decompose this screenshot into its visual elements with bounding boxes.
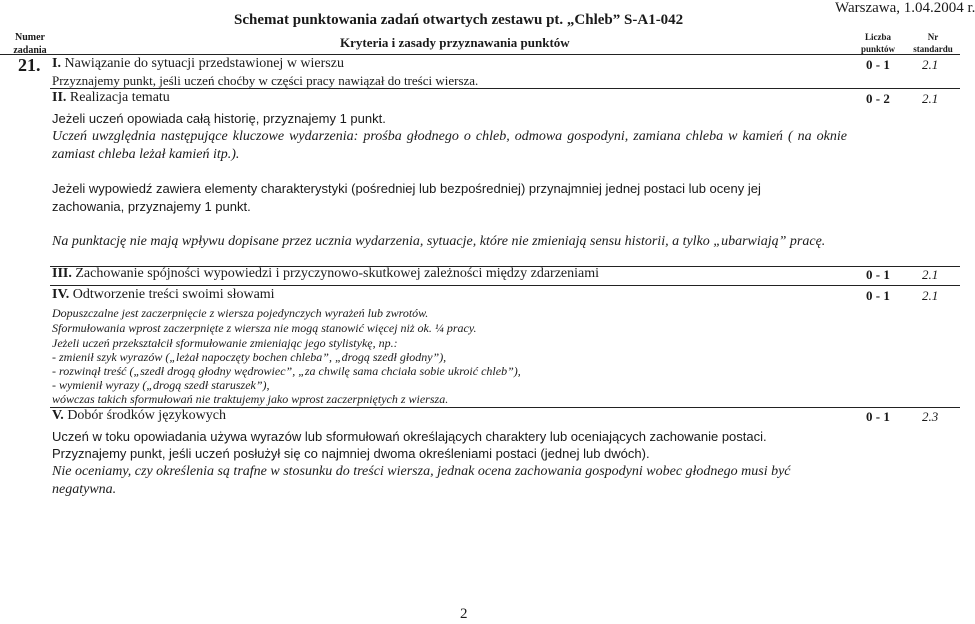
criterion-ii-note-1: Jeżeli uczeń opowiada całą historię, przyznajemy 1 punkt. xyxy=(52,111,386,126)
criterion-ii-points: 0 - 2 xyxy=(866,91,890,106)
criterion-v-note-2: Przyznajemy punkt, jeśli uczeń posłużył się co najmniej dwoma określeniami postaci (jednej lub dwóch). xyxy=(52,446,650,461)
criterion-iv-example: - wymienił wyrazy („drogą szedł staruszek”), xyxy=(52,378,270,392)
criterion-iv-example: - rozwinął treść („szedł drogą głodny wędrowiec”, „za chwilę sama chciała sobie ukroić chleb”), xyxy=(52,364,521,378)
column-header-numer: Numer zadania xyxy=(13,32,47,56)
criterion-iv-standard: 2.1 xyxy=(922,288,939,303)
criterion-iii-standard: 2.1 xyxy=(922,267,939,282)
criterion-i-points: 0 - 1 xyxy=(866,57,890,72)
criterion-iv-heading: IV. Odtworzenie treści swoimi słowami xyxy=(52,287,275,302)
criterion-v-points: 0 - 1 xyxy=(866,409,890,424)
criterion-v-standard: 2.3 xyxy=(922,409,939,424)
criterion-iv-note: Dopuszczalne jest zaczerpnięcie z wiersza pojedynczych wyrażeń lub zwrotów. xyxy=(52,306,429,320)
column-header-nr-standardu: Nr standardu xyxy=(913,32,953,54)
criterion-ii-standard: 2.1 xyxy=(922,91,939,106)
criterion-iv-example: - zmienił szyk wyrazów („leżał napoczęty bochen chleba”, „drogą szedł głodny”), xyxy=(52,350,447,364)
criterion-i-note: Przyznajemy punkt, jeśli uczeń choćby w części pracy nawiązał do treści wiersza. xyxy=(52,73,479,88)
criterion-ii-note-3: Jeżeli wypowiedź zawiera elementy charakterystyki (pośredniej lub bezpośredniej) przynajmniej jednej postaci lub oceny jej zachowania, przyznajemy 1 punkt. xyxy=(52,181,761,214)
criterion-iv-note: wówczas takich sformułowań nie traktujemy jako wprost zaczerpniętych z wiersza. xyxy=(52,392,449,406)
criterion-i-standard: 2.1 xyxy=(922,57,939,72)
criterion-iii-points: 0 - 1 xyxy=(866,267,890,282)
header-divider xyxy=(0,54,960,55)
document-date: Warszawa, 1.04.2004 r. xyxy=(835,0,975,16)
column-header-liczba-punktow: Liczba punktów xyxy=(860,32,896,54)
table-subtitle: Kryteria i zasady przyznawania punktów xyxy=(340,35,570,50)
row-divider xyxy=(50,88,960,89)
page-title: Schemat punktowania zadań otwartych zestawu pt. „Chleb” S-A1-042 xyxy=(234,12,684,28)
criterion-iii-heading: III. Zachowanie spójności wypowiedzi i przyczynowo-skutkowej zależności między zdarzeniami xyxy=(52,266,600,281)
criterion-iv-points: 0 - 1 xyxy=(866,288,890,303)
criterion-iv-note: Sformułowania wprost zaczerpnięte z wiersza nie mogą stanowić więcej niż ok. ¼ pracy. xyxy=(52,321,477,335)
criterion-v-note-1: Uczeń w toku opowiadania używa wyrazów lub sformułowań określających charaktery lub oceniających zachowanie postaci. xyxy=(52,429,767,444)
row-divider xyxy=(50,285,960,286)
page-number: 2 xyxy=(460,606,468,622)
criterion-ii-note-4: Na punktację nie mają wpływu dopisane przez ucznia wydarzenia, sytuacje, które nie zmieniają sensu historii, a tylko „ubarwiają” pracę. xyxy=(52,234,826,249)
criterion-ii-note-2: Uczeń uwzględnia następujące kluczowe wydarzenia: prośba głodnego o chleb, odmowa gospodyni, zamiana chleba w kamień ( na oknie zamiast chleba leżał kamień itp.). xyxy=(52,129,847,162)
criterion-v-heading: V. Dobór środków językowych xyxy=(52,408,226,423)
criterion-iv-note: Jeżeli uczeń przekształcił sformułowanie zmieniając jego stylistykę, np.: xyxy=(52,336,398,350)
criterion-i-heading: I. Nawiązanie do sytuacji przedstawionej w wierszu xyxy=(52,56,344,71)
task-number: 21. xyxy=(18,55,41,75)
criterion-ii-heading: II. Realizacja tematu xyxy=(52,90,170,105)
criterion-v-note-3: Nie oceniamy, czy określenia są trafne w stosunku do treści wiersza, jednak ocena zachowania gospodyni wobec głodnego musi być negatywna. xyxy=(52,464,791,497)
